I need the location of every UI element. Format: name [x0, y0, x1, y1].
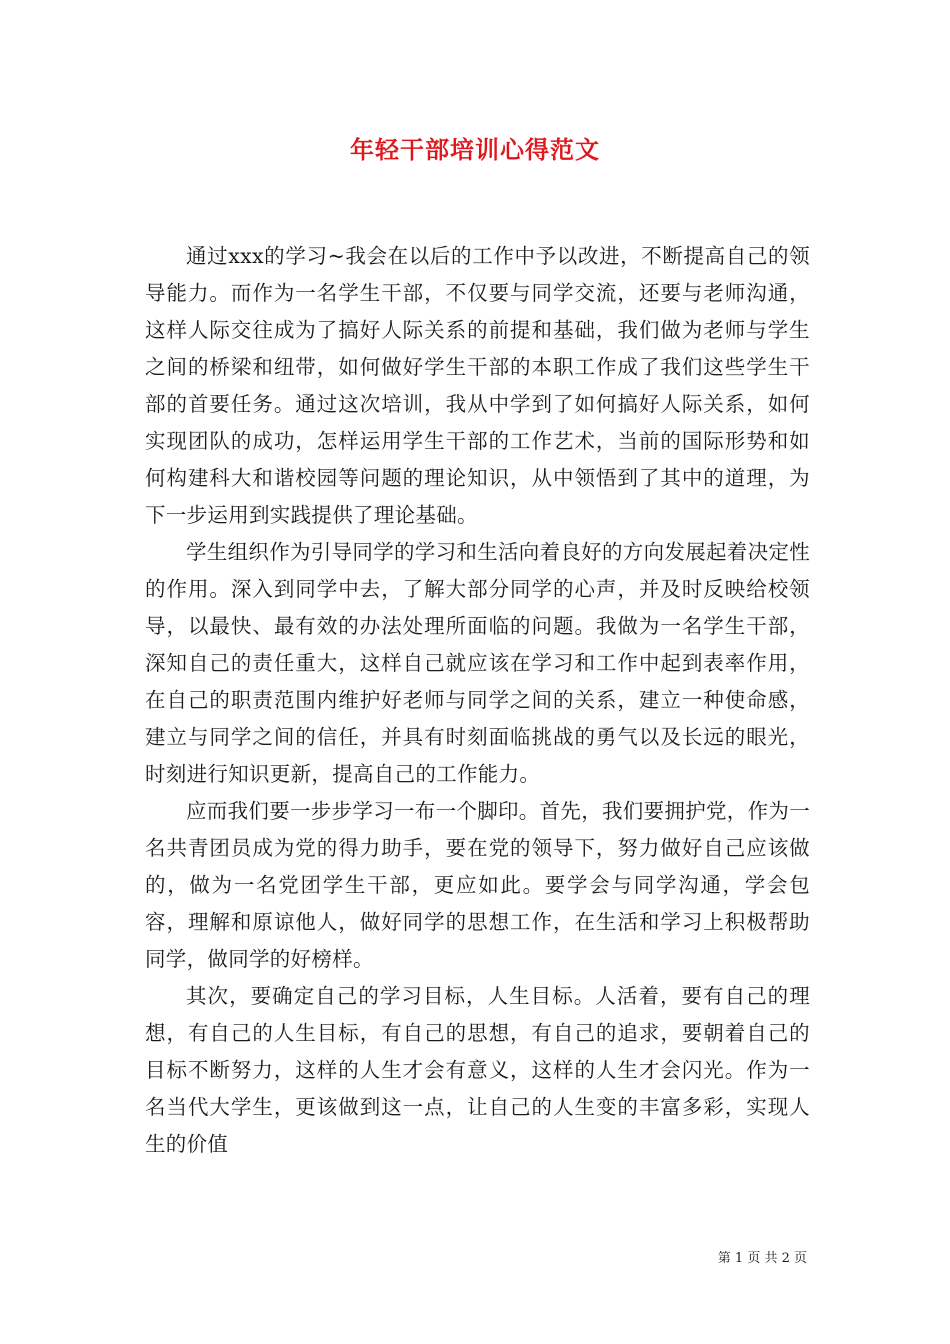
document-title: 年轻干部培训心得范文: [350, 135, 600, 164]
page-number: 第 1 页 共 2 页: [717, 1251, 807, 1266]
paragraph-4: 其次，要确定自己的学习目标，人生目标。人活着，要有自己的理想，有自己的人生目标，有自己的思想，有自己的追求，要朝着自己的目标不断努力，这样的人生才会有意义，这样的人生才会闪光。作为一名当代大学生，更该做到这一点，让自己的人生变的丰富多彩，实现人生的价值: [145, 984, 810, 1156]
paragraph-1: 通过xxx的学习~我会在以后的工作中予以改进，不断提高自己的领导能力。而作为一名学生干部，不仅要与同学交流，还要与老师沟通，这样人际交往成为了搞好人际关系的前提和基础，我们做为老师与学生之间的桥梁和纽带，如何做好学生干部的本职工作成了我们这些学生干部的首要任务。通过这次培训，我从中学到了如何搞好人际关系，如何实现团队的成功，怎样运用学生干部的工作艺术，当前的国际形势和如何构建科大和谐校园等问题的理论知识，从中领悟到了其中的道理，为下一步运用到实践提供了理论基础。: [145, 244, 810, 527]
document-body: [145, 238, 810, 1163]
paragraph-2: 学生组织作为引导同学的学习和生活向着良好的方向发展起着决定性的作用。深入到同学中去，了解大部分同学的心声，并及时反映给校领导，以最快、最有效的办法处理所面临的问题。我做为一名学生干部，深知自己的责任重大，这样自己就应该在学习和工作中起到表率作用，在自己的职责范围内维护好老师与同学之间的关系，建立一种使命感，建立与同学之间的信任，并具有时刻面临挑战的勇气以及长远的眼光，时刻进行知识更新，提高自己的工作能力。: [145, 540, 810, 786]
paragraph-3: 应而我们要一步步学习一布一个脚印。首先，我们要拥护党，作为一名共青团员成为党的得力助手，要在党的领导下，努力做好自己应该做的，做为一名党团学生干部，更应如此。要学会与同学沟通，学会包容，理解和原谅他人，做好同学的思想工作，在生活和学习上积极帮助同学，做同学的好榜样。: [145, 799, 810, 971]
